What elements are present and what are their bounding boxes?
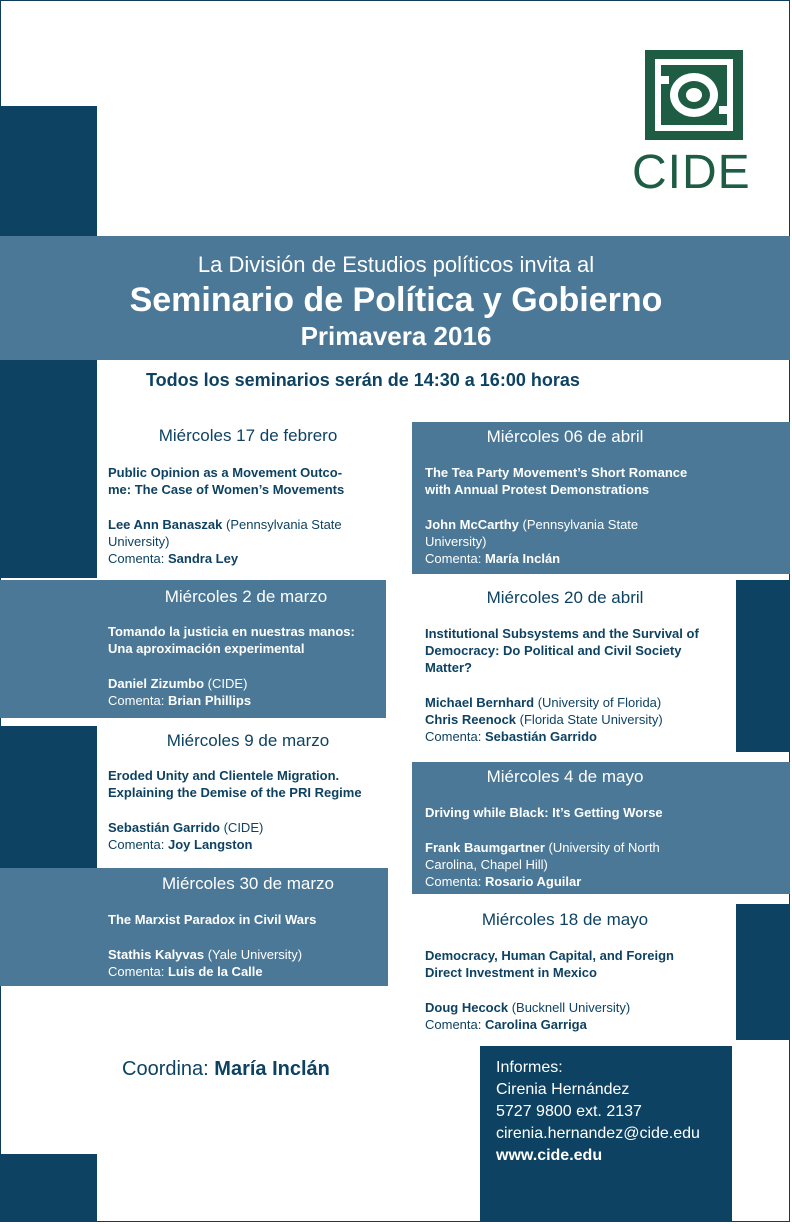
session-title	[108, 464, 388, 498]
title-line: with Annual Protest Demonstrations	[425, 482, 650, 497]
speaker-affiliation: (Pennsylvania State	[518, 517, 639, 532]
comenta-label: Comenta:	[425, 874, 485, 889]
session-18-mayo	[425, 910, 735, 1033]
title-line: Explaining the Demise of the PRI Regime	[108, 785, 362, 800]
speaker-affiliation: (Bucknell University)	[508, 1000, 631, 1015]
speaker-name: Michael Bernhard	[425, 695, 535, 710]
title-line: The Marxist Paradox in Civil Wars	[108, 912, 317, 927]
decor-block-left-top	[0, 106, 97, 236]
speaker-name: Doug Hecock	[425, 1000, 509, 1015]
title-line: Driving while Black: It’s Getting Worse	[425, 805, 663, 820]
speaker-affiliation-cont: Carolina, Chapel Hill)	[425, 857, 548, 872]
speaker-affiliation-cont: University)	[108, 534, 170, 549]
session-date: Miércoles 2 de marzo	[164, 587, 328, 606]
session-20-abril	[425, 588, 735, 745]
title-line: The Tea Party Movement’s Short Romance	[425, 465, 688, 480]
title-line: Una aproximación experimental	[108, 641, 305, 656]
info-email[interactable]: cirenia.hernandez@cide.edu	[496, 1125, 700, 1142]
info-heading: Informes:	[496, 1059, 563, 1076]
comenta-label: Comenta:	[425, 551, 485, 566]
title-line: Democracy: Do Political and Civil Society	[425, 643, 682, 658]
session-speaker	[108, 516, 388, 567]
schedule-hours: Todos los seminarios serán de 14:30 a 16:00 horas	[146, 370, 580, 390]
coordinator	[122, 1058, 330, 1081]
session-title	[425, 804, 735, 821]
session-title	[108, 911, 388, 928]
session-9-marzo	[108, 731, 392, 853]
session-06-abril	[425, 427, 735, 567]
title-banner	[0, 236, 790, 360]
speaker-name: Stathis Kalyvas	[108, 947, 205, 962]
session-4-mayo	[425, 767, 735, 890]
title-line: Tomando la justicia en nuestras manos:	[108, 624, 355, 639]
session-speaker	[108, 675, 384, 709]
comenta-name: Sandra Ley	[167, 551, 239, 566]
comenta-name: Carolina Garriga	[484, 1017, 587, 1032]
decor-block-left-2	[0, 360, 97, 578]
cide-logo-text: CIDE	[632, 146, 751, 199]
session-title	[108, 623, 384, 657]
comenta-name: Brian Phillips	[167, 693, 252, 708]
comenta-name: Rosario Aguilar	[484, 874, 582, 889]
session-date: Miércoles 30 de marzo	[162, 874, 334, 893]
session-date: Miércoles 4 de mayo	[486, 767, 644, 786]
session-title	[108, 767, 392, 801]
speaker-affiliation: (University of Florida)	[534, 695, 662, 710]
comenta-label: Comenta:	[108, 964, 168, 979]
info-phone: 5727 9800 ext. 2137	[496, 1103, 642, 1120]
banner-invitation: La División de Estudios políticos invita al	[197, 252, 595, 277]
session-2-marzo	[108, 587, 384, 709]
session-speaker	[425, 694, 735, 745]
title-line: Eroded Unity and Clientele Migration.	[108, 768, 340, 783]
comenta-label: Comenta:	[108, 693, 168, 708]
session-speaker	[108, 819, 392, 853]
speaker-affiliation: (CIDE)	[204, 676, 248, 691]
comenta-label: Comenta:	[108, 551, 168, 566]
decor-block-right-2	[736, 904, 790, 1040]
comenta-name: María Inclán	[484, 551, 561, 566]
speaker-name: John McCarthy	[425, 517, 519, 532]
session-17-febrero	[108, 426, 388, 567]
session-date: Miércoles 06 de abril	[486, 427, 644, 446]
session-speaker	[425, 516, 735, 567]
speaker-affiliation: (University of North	[544, 840, 660, 855]
speaker-name: Sebastián Garrido	[108, 820, 220, 835]
session-30-marzo	[108, 874, 388, 980]
session-speaker	[108, 946, 388, 980]
comenta-name: Luis de la Calle	[167, 964, 263, 979]
seminar-title: Seminario de Política y Gobierno	[129, 281, 663, 319]
session-title	[425, 464, 735, 498]
speaker2-name: Chris Reenock	[425, 712, 517, 727]
session-date: Miércoles 17 de febrero	[158, 426, 338, 445]
decor-block-right-1	[736, 580, 790, 752]
session-date: Miércoles 20 de abril	[486, 588, 644, 607]
session-title	[425, 625, 735, 676]
coordinator-name: María Inclán	[214, 1058, 330, 1080]
info-box	[480, 1046, 732, 1222]
speaker2-affiliation: (Florida State University)	[516, 712, 663, 727]
comenta-name: Sebastián Garrido	[484, 729, 597, 744]
coordinator-label: Coordina:	[122, 1058, 215, 1080]
seminar-term: Primavera 2016	[300, 321, 492, 351]
session-speaker	[425, 839, 735, 890]
cide-logo-icon	[645, 50, 743, 140]
speaker-name: Daniel Zizumbo	[108, 676, 205, 691]
speaker-affiliation: (Pennsylvania State	[222, 517, 342, 532]
title-line: Democracy, Human Capital, and Foreign	[425, 948, 674, 963]
title-line: Direct Investment in Mexico	[425, 965, 597, 980]
speaker-name: Frank Baumgartner	[425, 840, 545, 855]
decor-block-left-3	[0, 726, 97, 868]
title-line: Institutional Subsystems and the Survival of	[425, 626, 699, 641]
session-speaker	[425, 999, 735, 1033]
title-line: me: The Case of Women’s Movements	[108, 482, 345, 497]
decor-block-left-bottom	[0, 1154, 97, 1222]
speaker-affiliation: (Yale University)	[204, 947, 303, 962]
speaker-affiliation: (CIDE)	[219, 820, 264, 835]
comenta-label: Comenta:	[425, 1017, 485, 1032]
title-line: Public Opinion as a Movement Outco-	[108, 465, 343, 480]
speaker-name: Lee Ann Banaszak	[108, 517, 223, 532]
session-date: Miércoles 18 de mayo	[481, 910, 649, 929]
session-title	[425, 947, 735, 981]
info-contact-name: Cirenia Hernández	[496, 1081, 630, 1098]
comenta-label: Comenta:	[425, 729, 485, 744]
speaker-affiliation-cont: University)	[425, 534, 487, 549]
title-line: Matter?	[425, 660, 472, 675]
info-website[interactable]: www.cide.edu	[496, 1147, 603, 1164]
comenta-label: Comenta:	[108, 837, 168, 852]
session-date: Miércoles 9 de marzo	[166, 731, 330, 750]
comenta-name: Joy Langston	[167, 837, 253, 852]
